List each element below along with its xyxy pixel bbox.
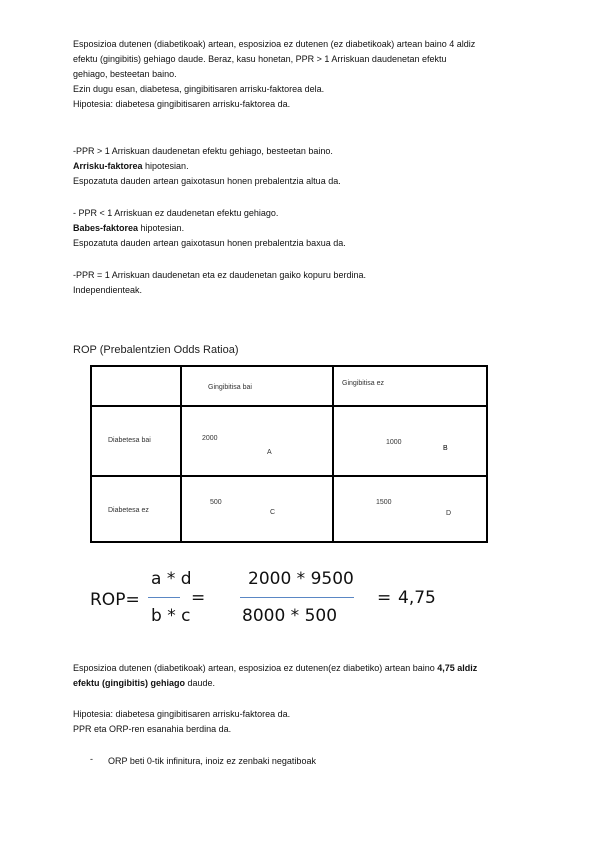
concl-line-2-text: daude. [185, 678, 216, 688]
case3-line-1: -PPR = 1 Arriskuan daudenetan eta ez daudenetan gaiko kopuru berdina. [73, 270, 366, 280]
rop-title: ROP (Prebalentzien Odds Ratioa) [73, 344, 239, 356]
cell-c-letter: C [270, 509, 276, 516]
cell-b-value: 1000 [386, 439, 402, 446]
cell-a-value: 2000 [202, 435, 218, 442]
cell-c [181, 476, 333, 542]
bullet-marker: - [90, 754, 93, 764]
formula-denominator-values: 8000 * 500 [242, 606, 338, 626]
case2-line-2 [73, 221, 184, 235]
cell-d-value: 1500 [376, 499, 392, 506]
header-gingibitisa-bai: Gingibitisa bai [208, 384, 252, 391]
case3-line-2: Independienteak. [73, 285, 143, 295]
contingency-table [90, 365, 488, 543]
case2-line-3: Espozatuta dauden artean gaixotasun honen prebalentzia baxua da. [73, 238, 346, 248]
concl-line-2 [73, 676, 215, 690]
formula-fraction-bar [148, 597, 180, 598]
header-cell-gingibitisa-bai [181, 366, 333, 406]
intro-line-2: efektu (gingibitis) gehiago daude. Beraz, kasu honetan, PPR > 1 Arriskuan daudenetan efektu [73, 54, 447, 64]
header-gingibitisa-ez: Gingibitisa ez [342, 380, 385, 387]
cell-b [333, 406, 487, 476]
row-label-cell-diabetesa-bai [91, 406, 181, 476]
concl-line-1 [73, 661, 477, 675]
row-label-diabetesa-ez: Diabetesa ez [108, 507, 149, 514]
concl-line-1-bold: 4,75 aldiz [437, 663, 478, 673]
row-label-diabetesa-bai: Diabetesa bai [108, 437, 151, 444]
formula-numerator-values: 2000 * 9500 [248, 569, 354, 589]
concl-line-2-bold: efektu (gingibitis) gehiago [73, 678, 185, 688]
formula-numerator: a * d [151, 569, 192, 589]
case1-bold: Arrisku-faktorea [73, 161, 143, 171]
concl-line-4: PPR eta ORP-ren esanahia berdina da. [73, 724, 232, 734]
cell-d-letter: D [446, 510, 452, 517]
cell-a [181, 406, 333, 476]
formula-result: 4,75 [398, 588, 436, 608]
case1-line-3: Espozatuta dauden artean gaixotasun honen prebalentzia altua da. [73, 176, 341, 186]
header-cell-gingibitisa-ez [333, 366, 487, 406]
case2-rest: hipotesian. [138, 223, 185, 233]
case1-line-1: -PPR > 1 Arriskuan daudenetan efektu gehiago, besteetan baino. [73, 146, 333, 156]
concl-line-3: Hipotesia: diabetesa gingibitisaren arrisku-faktorea da. [73, 709, 291, 719]
concl-line-1-text: Esposizioa dutenen (diabetikoak) artean, esposizioa ez dutenen(ez diabetiko) artean baino [73, 663, 438, 673]
intro-line-3: gehiago, besteetan baino. [73, 69, 177, 79]
intro-line-1: Esposizioa dutenen (diabetikoak) artean, esposizioa ez dutenen (ez diabetikoak) artean baino 4 aldiz [73, 39, 476, 49]
cell-b-letter: B [443, 445, 448, 452]
cell-a-letter: A [267, 449, 272, 456]
corner-cell [91, 366, 181, 406]
formula-equals-1: = [191, 588, 206, 608]
bullet-text: ORP beti 0-tik infinitura, inoiz ez zenbaki negatiboak [108, 756, 316, 766]
case2-bold: Babes-faktorea [73, 223, 139, 233]
formula-denominator: b * c [151, 606, 191, 626]
row-label-cell-diabetesa-ez [91, 476, 181, 542]
cell-c-value: 500 [210, 499, 222, 506]
cell-d [333, 476, 487, 542]
case1-rest: hipotesian. [142, 161, 189, 171]
formula-fraction-bar-values [240, 597, 354, 598]
formula-lhs: ROP= [90, 590, 140, 610]
formula-equals-2: = [377, 588, 392, 608]
case1-line-2 [73, 159, 189, 173]
case2-line-1: - PPR < 1 Arriskuan ez daudenetan efektu gehiago. [73, 208, 279, 218]
intro-line-4: Ezin dugu esan, diabetesa, gingibitisaren arrisku-faktorea dela. [73, 84, 325, 94]
intro-line-5: Hipotesia: diabetesa gingibitisaren arrisku-faktorea da. [73, 99, 291, 109]
